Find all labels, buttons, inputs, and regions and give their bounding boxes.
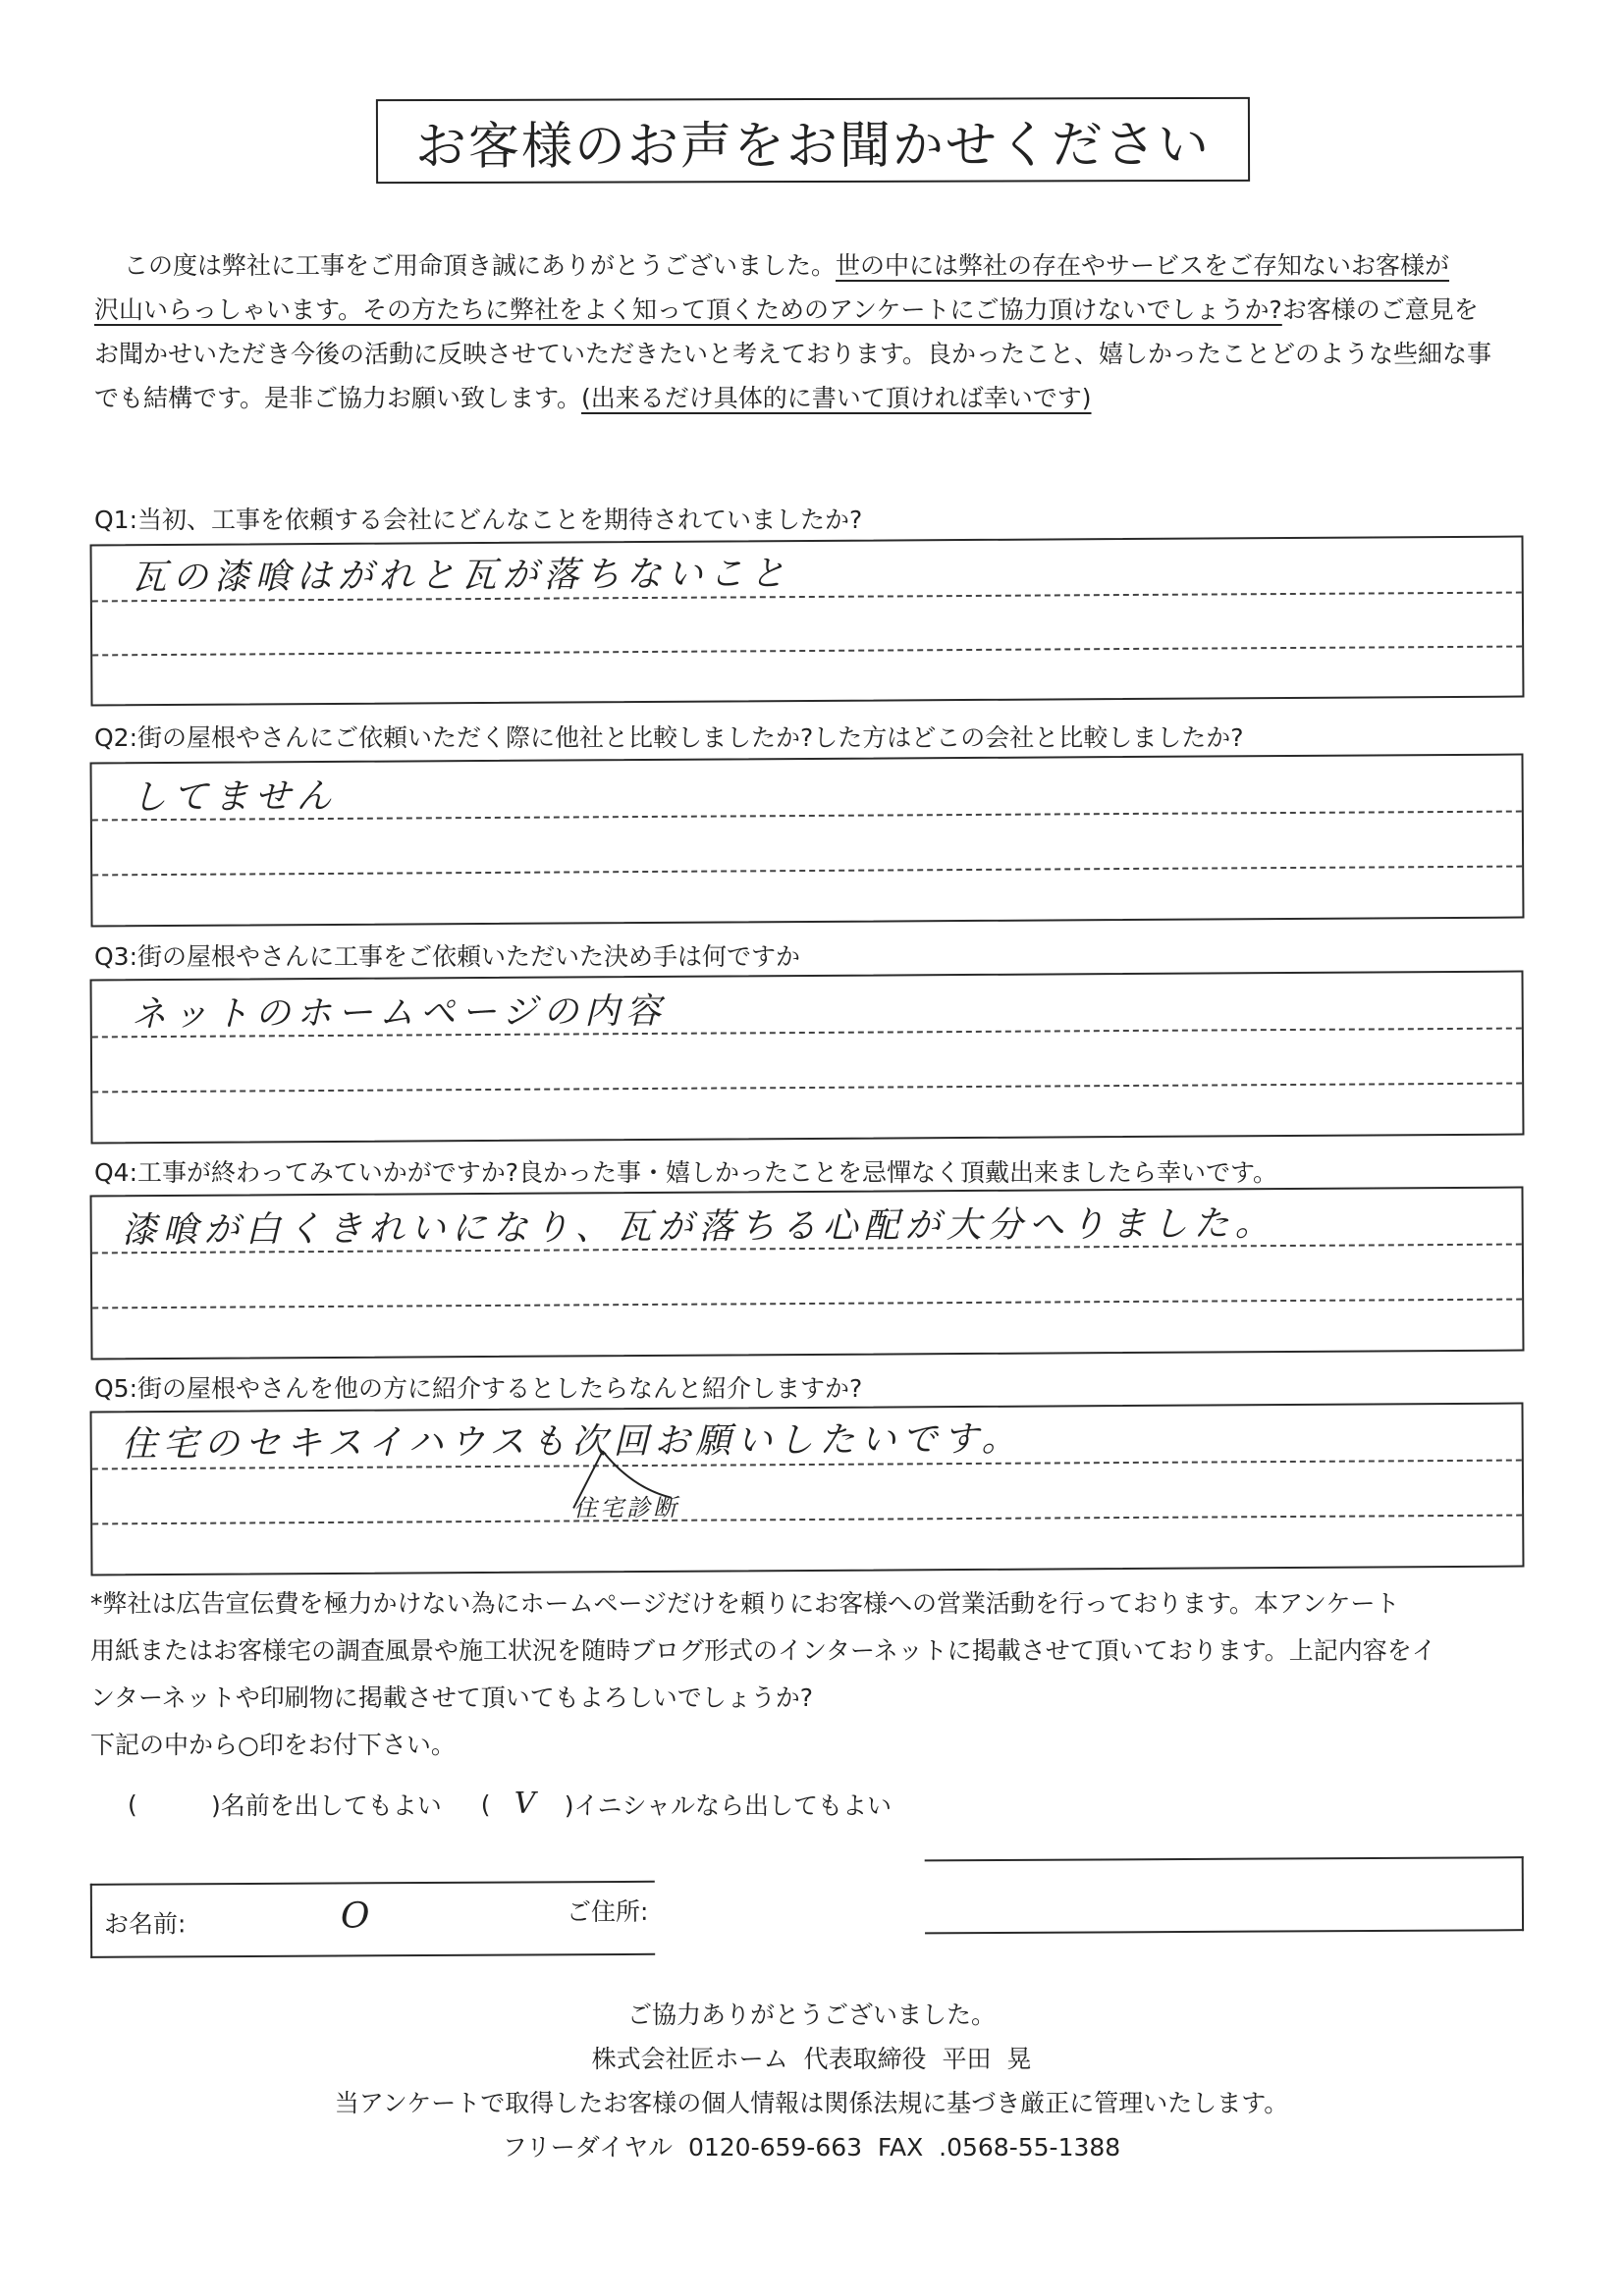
option-checkbox[interactable]	[128, 1790, 211, 1819]
answer-4-text: 漆喰が白くきれいになり、瓦が落ちる心配が大分へりました。	[121, 1203, 1276, 1252]
question-3-label: Q3:街の屋根やさんに工事をご依頼いただいた決め手は何ですか	[94, 942, 801, 971]
answer-1-text: 瓦の漆喰はがれと瓦が落ちないこと	[131, 554, 791, 599]
intro-text	[94, 243, 1547, 420]
intro-line3: お聞かせいただき今後の活動に反映させていただきたいと考えております。良かったこと、嬉しかったことどのような些細な事	[94, 340, 1492, 368]
notice-line1: *弊社は広告宣伝費を極力かけない為にホームページだけを頼りにお客様への営業活動を行っております。本アンケート	[90, 1589, 1400, 1618]
consent-options	[128, 1787, 892, 1822]
footer-privacy: 当アンケートで取得したお客様の個人情報は関係法規に基づき厳正に管理いたします。	[334, 2089, 1289, 2117]
intro-line2-underlined: 沢山いらっしゃいます。その方たちに弊社をよく知って頂くためのアンケートにご協力頂けないでしょうか?	[94, 295, 1282, 324]
footer-contact: フリーダイヤル 0120-659-663 FAX .0568-55-1388	[502, 2133, 1121, 2162]
consent-option-initials[interactable]	[481, 1787, 892, 1822]
option-paren: (	[128, 1789, 137, 1819]
answer-1-field[interactable]	[90, 536, 1525, 707]
address-field-frame	[925, 1856, 1524, 1934]
answer-5-text: 住宅のセキスイハウスも次回お願いしたいです。	[121, 1418, 1023, 1466]
name-field-label: お名前:	[103, 1909, 187, 1939]
page-title: お客様のお声をお聞かせください	[376, 97, 1250, 184]
answer-3-text: ネットのホームページの内容	[131, 990, 668, 1036]
answer-5-field[interactable]	[90, 1403, 1525, 1576]
option-label: )イニシャルなら出してもよい	[564, 1791, 893, 1820]
answer-4-field[interactable]	[90, 1187, 1525, 1361]
contact-fields	[90, 1876, 1524, 1962]
option-mark: V	[514, 1786, 536, 1821]
answer-2-text: してません	[131, 775, 338, 819]
answer-3-field[interactable]	[90, 971, 1525, 1145]
intro-line4-plain: でも結構です。是非ご協力お願い致します。	[94, 384, 582, 412]
answer-2-field[interactable]	[90, 754, 1525, 928]
option-paren: (	[480, 1789, 491, 1819]
answer-line	[92, 1515, 1522, 1525]
footer-company: 株式会社匠ホーム 代表取締役 平田 晃	[591, 2045, 1032, 2073]
option-label: )名前を出してもよい	[211, 1791, 442, 1820]
intro-line1-plain: この度は弊社に工事をご用命頂き誠にありがとうございました。	[124, 251, 837, 280]
question-1-label: Q1:当初、工事を依頼する会社にどんなことを期待されていましたか?	[94, 506, 863, 534]
intro-line1-underlined: 世の中には弊社の存在やサービスをご存知ないお客様が	[836, 251, 1450, 280]
answer-5-annotation: 住宅診断	[573, 1493, 680, 1522]
address-field-label: ご住所:	[566, 1896, 649, 1927]
notice-line3: ンターネットや印刷物に掲載させて頂いてもよろしいでしょうか?	[90, 1683, 814, 1712]
question-4-label: Q4:工事が終わってみていかがですか?良かった事・嬉しかったことを忌憚なく頂戴出来ましたら幸いです。	[94, 1158, 1278, 1187]
footer-thanks: ご協力ありがとうございました。	[626, 2001, 996, 2029]
intro-line2-plain: お客様のご意見を	[1281, 295, 1479, 324]
question-5-label: Q5:街の屋根やさんを他の方に紹介するとしたらなんと紹介しますか?	[94, 1374, 863, 1403]
notice-line2: 用紙またはお客様宅の調査風景や施工状況を随時ブログ形式のインターネットに掲載させて頂いております。上記内容をイ	[90, 1636, 1436, 1665]
answer-line	[92, 866, 1522, 877]
notice-line4: 下記の中から○印をお付下さい。	[90, 1731, 456, 1759]
publication-notice	[90, 1580, 1563, 1769]
footer	[0, 1993, 1623, 2169]
intro-line4-underlined: (出来るだけ具体的に書いて頂ければ幸いです)	[581, 384, 1092, 412]
answer-line	[92, 1083, 1522, 1094]
question-2-label: Q2:街の屋根やさんにご依頼いただく際に他社と比較しましたか?した方はどこの会社と比較しましたか?	[94, 723, 1244, 752]
consent-option-name[interactable]	[128, 1787, 442, 1822]
answer-line	[92, 1299, 1522, 1309]
name-field-input[interactable]: O	[340, 1896, 376, 1937]
answer-line	[92, 646, 1522, 657]
option-checkbox[interactable]	[480, 1786, 565, 1821]
